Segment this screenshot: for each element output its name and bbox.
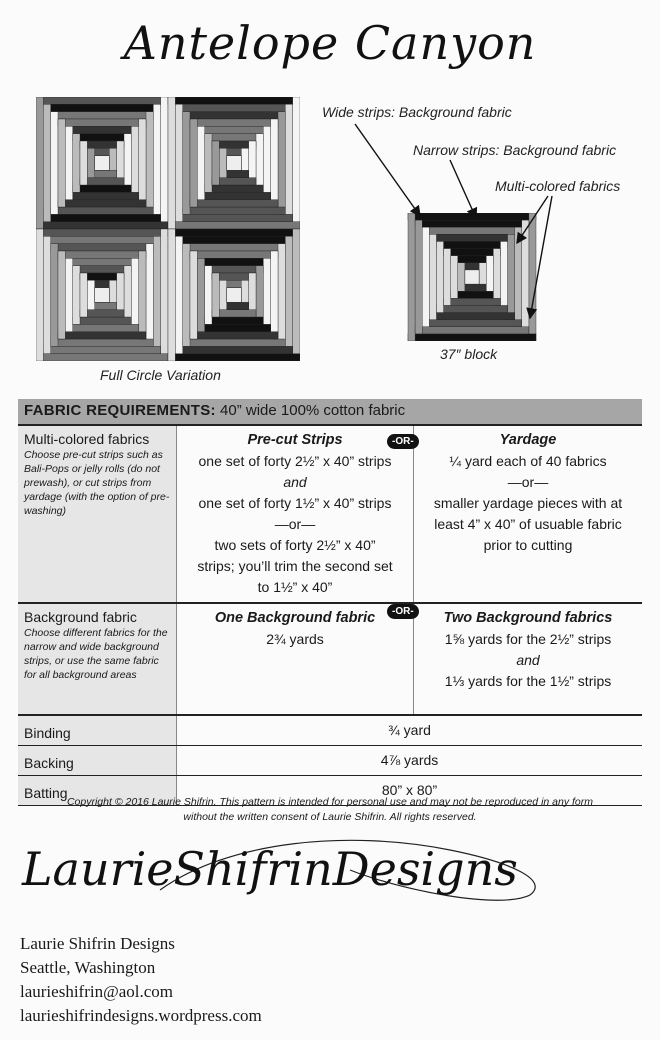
yardage-line: —or— <box>507 474 549 490</box>
two-background-line: 1⅝ yards for the 2½” strips <box>444 631 612 647</box>
yardage-line: least 4” x 40” of usuable fabric <box>434 516 622 532</box>
or-badge-2: -OR- <box>387 604 419 619</box>
background-label: Background fabric <box>24 609 137 625</box>
precut-line: to 1½” x 40” <box>257 579 333 595</box>
two-background-line: and <box>516 652 540 668</box>
address-email[interactable]: laurieshifrin@aol.com <box>20 982 174 1001</box>
precut-line: one set of forty 1½” x 40” strips <box>198 495 392 511</box>
company-logo-text: LaurieShifrinDesigns <box>22 842 518 896</box>
full-quilt-caption: Full Circle Variation <box>100 367 221 383</box>
one-background-title: One Background fabric <box>214 610 376 626</box>
precut-line: and <box>283 474 307 490</box>
precut-title: Pre-cut Strips <box>247 432 343 448</box>
page-title: Antelope Canyon <box>123 16 537 70</box>
header-rest-text: 40” wide 100% cotton fabric <box>220 402 406 419</box>
precut-strips-cell <box>177 425 414 603</box>
precut-line: strips; you’ll trim the second set <box>197 558 393 574</box>
contact-address <box>20 932 262 1028</box>
label-narrow-strips: Narrow strips: Background fabric <box>413 142 617 158</box>
multi-colored-label-cell <box>18 425 177 603</box>
one-background-value: 2¾ yards <box>266 631 324 647</box>
binding-label: Binding <box>18 715 177 746</box>
background-note: Choose different fabrics for the narrow and wide background strips, or use the same fabric for all background areas <box>24 627 168 681</box>
batting-label: Batting <box>18 776 177 806</box>
background-label-cell <box>18 603 177 715</box>
multi-colored-note: Choose pre-cut strips such as Bali-Pops or jelly rolls (do not prewash), or cut strips from yardage (with the option of pre-washing) <box>24 449 170 517</box>
copyright-notice: Copyright © 2016 Laurie Shifrin. This pattern is intended for personal use and may not be reproduced in any form without the written consent of Laurie Shifrin. All rights reserved. <box>66 796 594 823</box>
block-caption: 37″ block <box>440 346 498 362</box>
precut-line: two sets of forty 2½” x 40” <box>214 537 376 553</box>
multi-colored-label: Multi-colored fabrics <box>24 431 150 447</box>
address-line: Seattle, Washington <box>20 958 156 977</box>
yardage-line: prior to cutting <box>483 537 573 553</box>
address-website[interactable]: laurieshifrindesigns.wordpress.com <box>20 1006 262 1025</box>
precut-line: one set of forty 2½” x 40” strips <box>198 453 392 469</box>
two-background-title: Two Background fabrics <box>443 610 613 626</box>
binding-value: ¾ yard <box>177 715 643 746</box>
label-wide-strips: Wide strips: Background fabric <box>322 104 512 120</box>
or-badge-1: -OR- <box>387 434 419 449</box>
header-bold-text: FABRIC REQUIREMENTS: <box>24 402 216 419</box>
backing-value: 4⅞ yards <box>177 746 643 776</box>
table-header <box>18 399 642 422</box>
annotation-arrows <box>0 0 660 400</box>
yardage-title: Yardage <box>499 432 557 448</box>
address-line: Laurie Shifrin Designs <box>20 934 175 953</box>
batting-value: 80” x 80” <box>177 776 643 806</box>
two-background-cell <box>414 603 643 715</box>
two-background-line: 1⅓ yards for the 1½” strips <box>444 673 612 689</box>
backing-label: Backing <box>18 746 177 776</box>
fabric-requirements-table <box>18 399 642 806</box>
one-background-cell <box>177 603 414 715</box>
precut-line: —or— <box>274 516 316 532</box>
yardage-line: smaller yardage pieces with at <box>433 495 623 511</box>
yardage-cell <box>414 425 643 603</box>
yardage-line: ¼ yard each of 40 fabrics <box>449 453 607 469</box>
label-multi-colored: Multi-colored fabrics <box>495 178 621 194</box>
